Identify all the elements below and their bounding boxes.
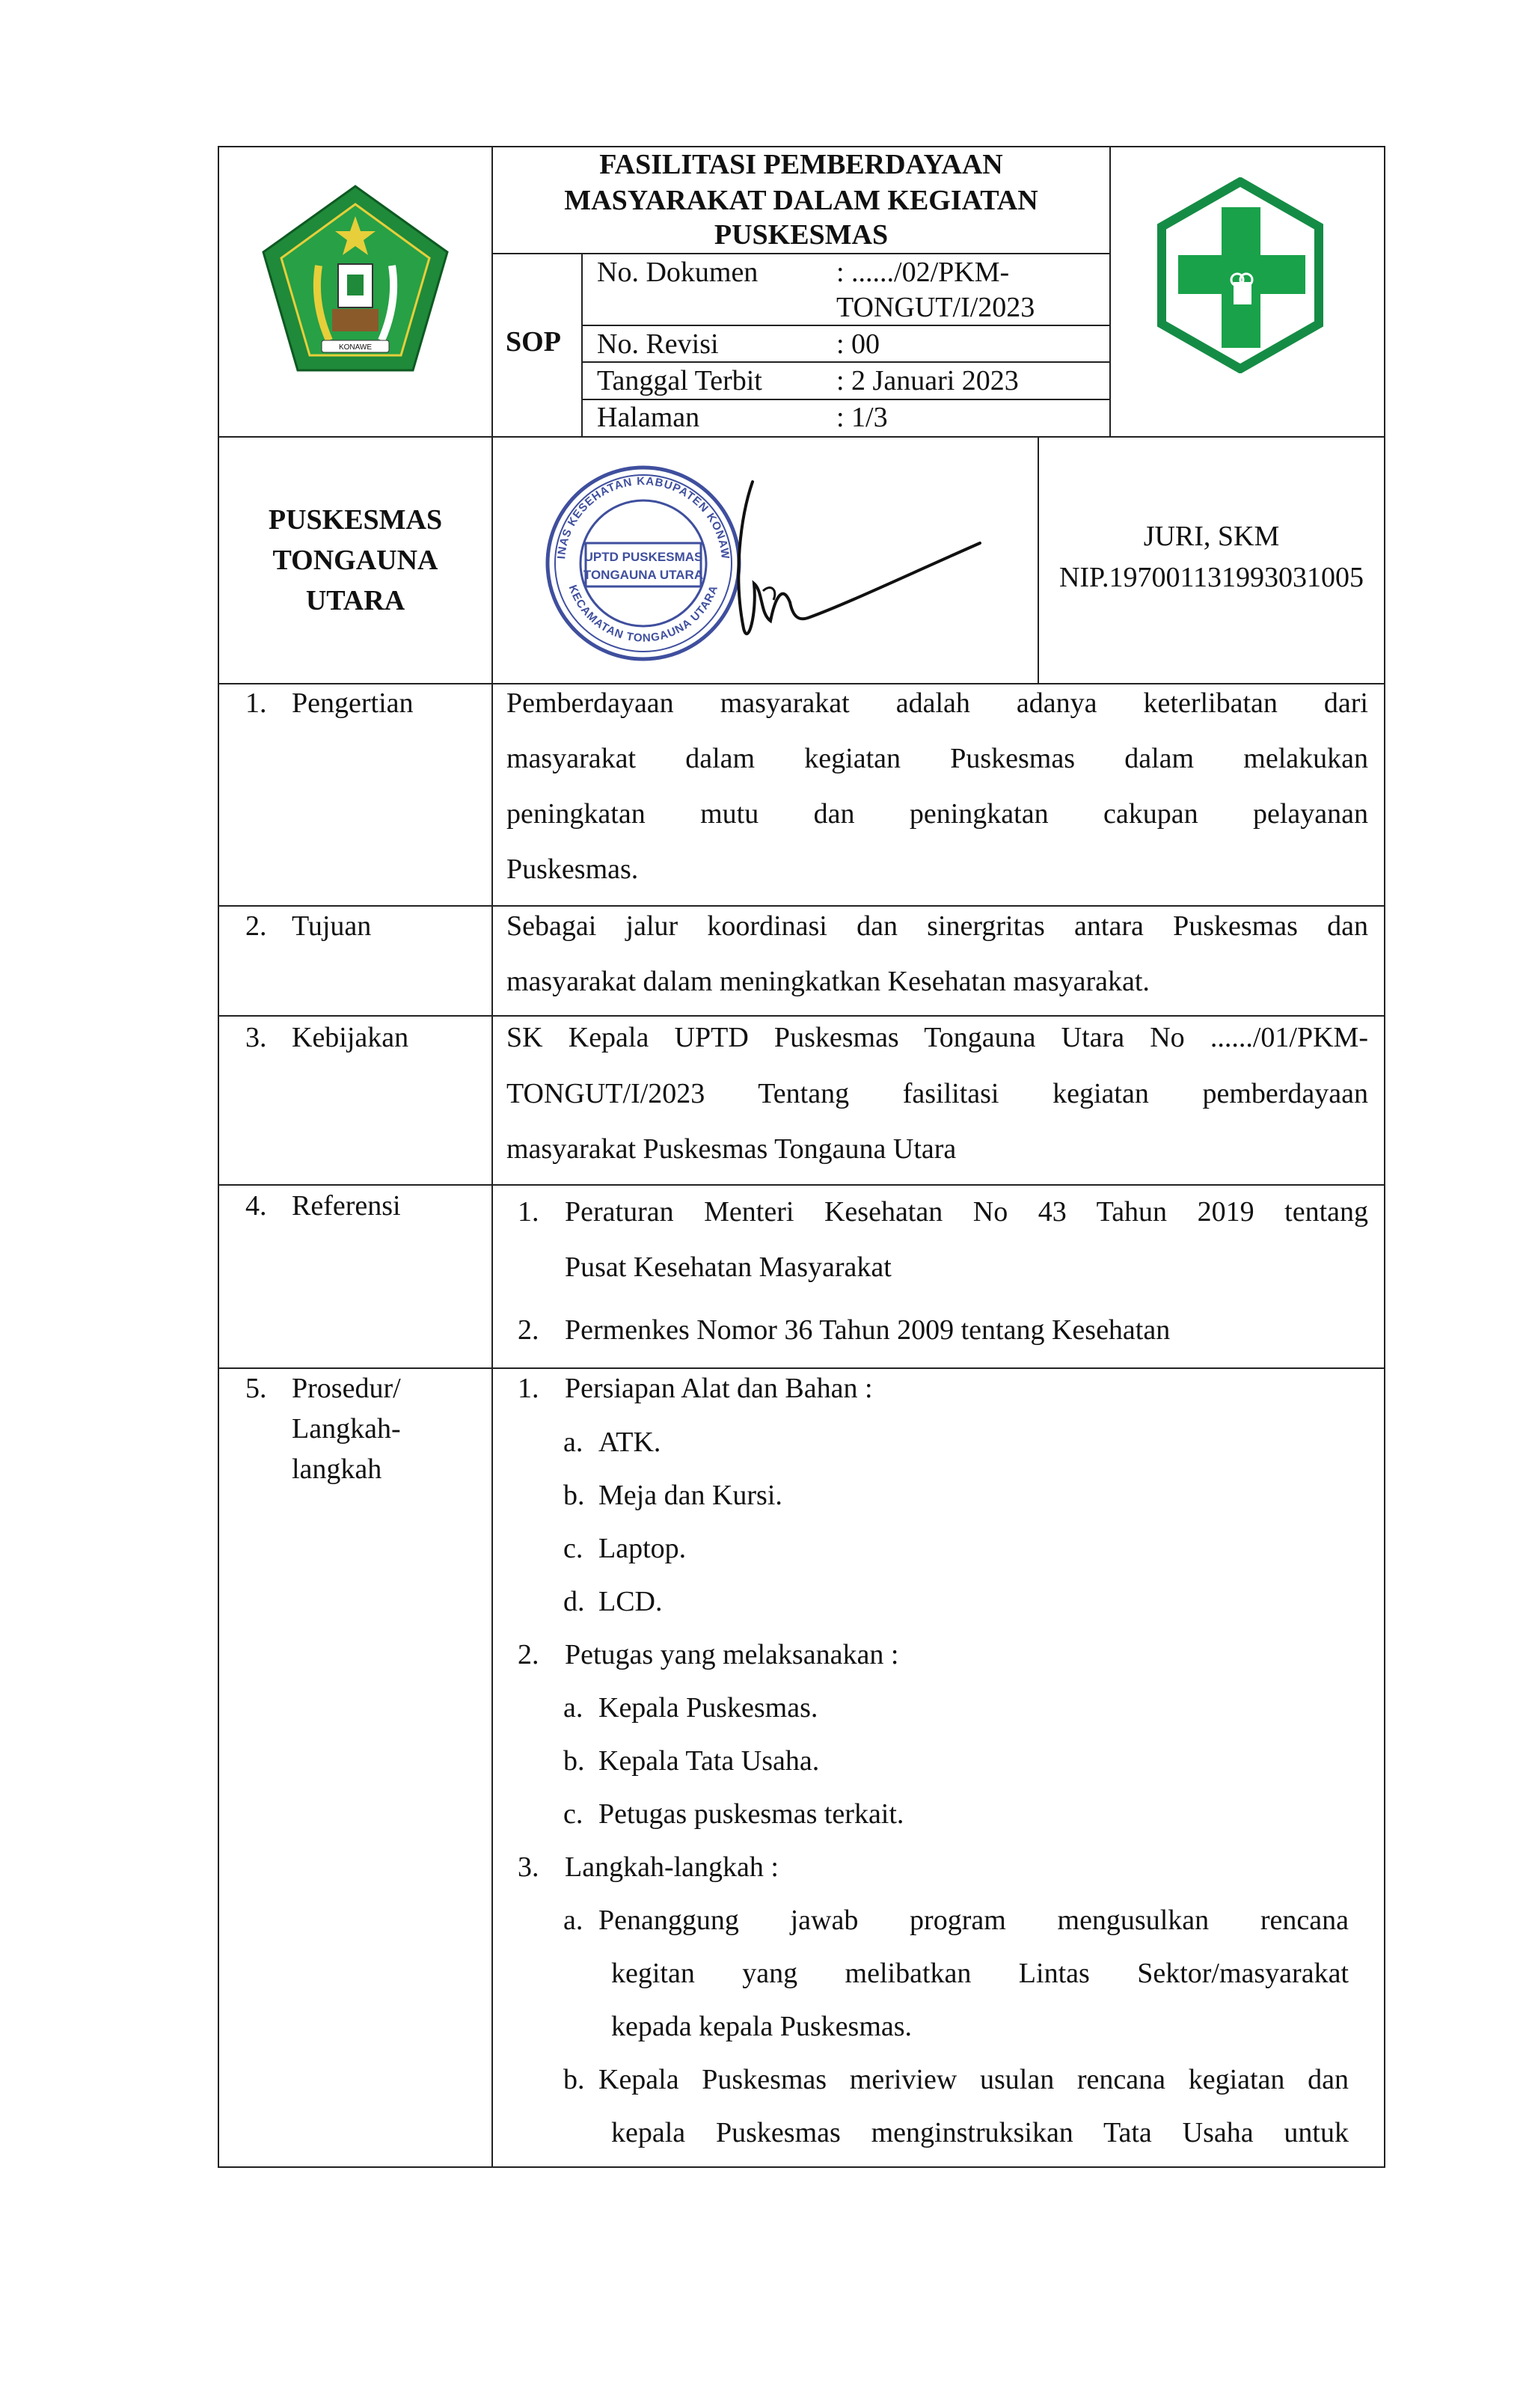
reference-2-line-1: Permenkes Nomor 36 Tahun 2009 tentang Kesehatan — [565, 1314, 1171, 1346]
svg-text:TONGAUNA UTARA: TONGAUNA UTARA — [583, 568, 704, 582]
step-2-sub-a-text: Kepala Puskesmas. — [598, 1692, 818, 1724]
signature — [718, 471, 987, 658]
section-1-number: 1. — [245, 687, 267, 719]
step-1-sub-a-text: ATK. — [598, 1427, 661, 1458]
step-1-sub-a-letter: a. — [563, 1427, 583, 1458]
step-1-number: 1. — [518, 1373, 539, 1404]
step-2-sub-b-text: Kepala Tata Usaha. — [598, 1745, 820, 1777]
sop-label: SOP — [506, 326, 561, 358]
revision-value: : 00 — [836, 328, 880, 360]
section-1-line-4: Puskesmas. — [506, 854, 639, 885]
step-1-sub-c-letter: c. — [563, 1533, 583, 1564]
section-3-line-2: TONGUT/I/2023 Tentang fasilitasi kegiatan pemberdayaan — [506, 1078, 1368, 1109]
step-2-text: Petugas yang melaksanakan : — [565, 1639, 899, 1670]
org-name-line-3: UTARA — [305, 585, 405, 616]
doc-title-line-3: PUSKESMAS — [714, 219, 889, 251]
step-3-sub-a-line-2: kegitan yang melibatkan Lintas Sektor/masyarakat — [611, 1958, 1349, 1989]
doc-title-line-1: FASILITASI PEMBERDAYAAN — [599, 149, 1003, 180]
step-1-sub-d-text: LCD. — [598, 1586, 663, 1617]
section-4-number: 4. — [245, 1190, 267, 1222]
svg-text:UPTD PUSKESMAS: UPTD PUSKESMAS — [583, 550, 703, 564]
section-2-label: Tujuan — [292, 910, 372, 942]
org-name-line-2: TONGAUNA — [272, 545, 438, 576]
step-2-sub-b-letter: b. — [563, 1745, 585, 1777]
section-1-line-3: peningkatan mutu dan peningkatan cakupan pelayanan — [506, 798, 1368, 830]
section-5-label-1: Prosedur/ — [292, 1373, 401, 1404]
section-3-label: Kebijakan — [292, 1022, 409, 1053]
step-2-sub-c-letter: c. — [563, 1798, 583, 1830]
issue-date-label: Tanggal Terbit — [597, 365, 762, 396]
section-5-label-3: langkah — [292, 1453, 382, 1485]
org-name-line-1: PUSKESMAS — [268, 504, 443, 536]
section-4-label: Referensi — [292, 1190, 401, 1222]
step-3-sub-b-letter: b. — [563, 2064, 585, 2095]
section-2-number: 2. — [245, 910, 267, 942]
reference-1-line-2: Pusat Kesehatan Masyarakat — [565, 1252, 892, 1283]
step-3-sub-a-line-1: Penanggung jawab program mengusulkan rencana — [598, 1905, 1349, 1936]
section-1-label: Pengertian — [292, 687, 414, 719]
step-3-text: Langkah-langkah : — [565, 1851, 779, 1883]
section-5-label-2: Langkah- — [292, 1413, 401, 1445]
svg-text:KONAWE: KONAWE — [338, 343, 373, 352]
regency-logo — [260, 183, 450, 374]
reference-1-number: 1. — [518, 1196, 539, 1228]
step-2-sub-a-letter: a. — [563, 1692, 583, 1724]
doc-number-value-1: : ....../02/PKM- — [836, 257, 1010, 288]
puskesmas-logo — [1156, 177, 1325, 373]
section-5-number: 5. — [245, 1373, 267, 1404]
official-stamp — [542, 462, 744, 664]
section-3-line-3: masyarakat Puskesmas Tongauna Utara — [506, 1133, 957, 1165]
step-3-sub-b-line-1: Kepala Puskesmas meriview usulan rencana kegiatan dan — [598, 2064, 1349, 2095]
step-1-sub-d-letter: d. — [563, 1586, 585, 1617]
step-3-sub-b-line-2: kepala Puskesmas menginstruksikan Tata Usaha untuk — [611, 2117, 1349, 2148]
doc-number-label: No. Dokumen — [597, 257, 759, 288]
signer-nip: NIP.197001131993031005 — [1058, 562, 1364, 593]
doc-number-value-2: TONGUT/I/2023 — [836, 292, 1035, 323]
doc-title-line-2: MASYARAKAT DALAM KEGIATAN — [564, 185, 1038, 216]
step-3-number: 3. — [518, 1851, 539, 1883]
section-1-line-1: Pemberdayaan masyarakat adalah adanya keterlibatan dari — [506, 687, 1368, 719]
step-2-number: 2. — [518, 1639, 539, 1670]
step-1-sub-b-letter: b. — [563, 1480, 585, 1511]
step-2-sub-c-text: Petugas puskesmas terkait. — [598, 1798, 904, 1830]
section-2-line-1: Sebagai jalur koordinasi dan sinergritas antara Puskesmas dan — [506, 910, 1368, 942]
page-value: : 1/3 — [836, 402, 888, 433]
step-3-sub-a-letter: a. — [563, 1905, 583, 1936]
revision-label: No. Revisi — [597, 328, 719, 360]
step-1-sub-b-text: Meja dan Kursi. — [598, 1480, 782, 1511]
page-label: Halaman — [597, 402, 700, 433]
section-1-line-2: masyarakat dalam kegiatan Puskesmas dalam melakukan — [506, 743, 1368, 774]
section-3-line-1: SK Kepala UPTD Puskesmas Tongauna Utara No ....../01/PKM- — [506, 1022, 1368, 1053]
issue-date-value: : 2 Januari 2023 — [836, 365, 1019, 396]
step-1-text: Persiapan Alat dan Bahan : — [565, 1373, 873, 1404]
svg-text:DINAS KESEHATAN KABUPATEN KONA: INAS KESEHATAN KABUPATEN KONAW — [555, 474, 732, 560]
step-1-sub-c-text: Laptop. — [598, 1533, 687, 1564]
signer-name: JURI, SKM — [1143, 521, 1280, 552]
section-3-number: 3. — [245, 1022, 267, 1053]
reference-1-line-1: Peraturan Menteri Kesehatan No 43 Tahun 2019 tentang — [565, 1196, 1368, 1228]
step-3-sub-a-line-3: kepada kepala Puskesmas. — [611, 2011, 913, 2042]
section-2-line-2: masyarakat dalam meningkatkan Kesehatan masyarakat. — [506, 966, 1150, 997]
svg-text:KECAMATAN TONGAUNA UTARA: KECAMATAN TONGAUNA UTARA — [566, 583, 721, 645]
reference-2-number: 2. — [518, 1314, 539, 1346]
